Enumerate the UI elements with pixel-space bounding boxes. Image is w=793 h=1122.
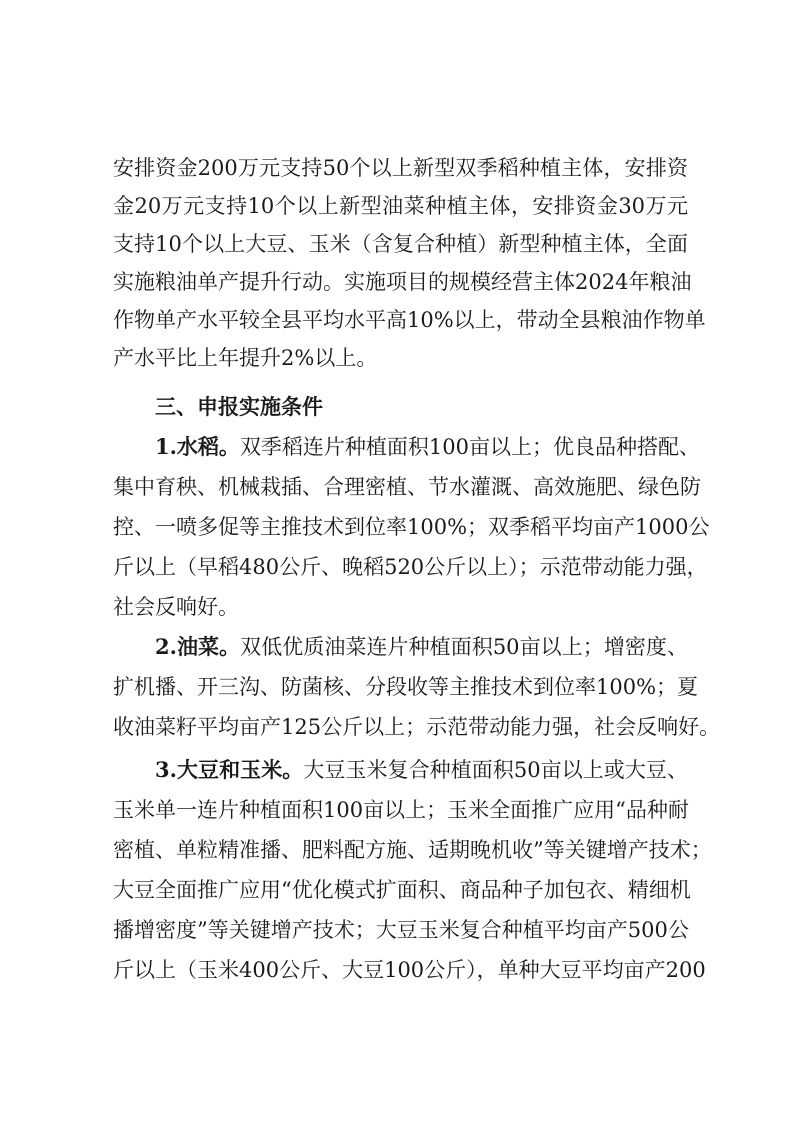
- intro-line: 实施粮油单产提升行动。实施项目的规模经营主体2024年粮油: [113, 270, 692, 294]
- soy-corn-label: 3.大豆和玉米。: [155, 757, 304, 782]
- rapeseed-label: 2.油菜。: [155, 634, 241, 659]
- soy-corn-line: 密植、单粒精准播、肥料配方施、适期晚机收”等关键增产技术；: [113, 838, 712, 862]
- rice-line: 控、一喷多促等主推技术到位率100%；双季稻平均亩产1000公: [113, 515, 710, 539]
- rice-label: 1.水稻。: [155, 434, 240, 459]
- soy-corn-line: 斤以上（玉米400公斤、大豆100公斤），单种大豆平均亩产200: [113, 958, 706, 982]
- rice-line: 斤以上（早稻480公斤、晚稻520公斤以上）；示范带动能力强，: [113, 555, 708, 579]
- soy-corn-line: 播增密度”等关键增产技术；大豆玉米复合种植平均亩产500公: [113, 918, 689, 942]
- intro-line: 支持10个以上大豆、玉米（含复合种植）新型种植主体，全面: [113, 232, 688, 256]
- section-heading: 三、申报实施条件: [155, 395, 323, 419]
- intro-line: 金20万元支持10个以上新型油菜种植主体，安排资金30万元: [113, 194, 688, 218]
- soy-corn-line: 大豆玉米复合种植面积50亩以上或大豆、: [303, 758, 688, 782]
- intro-line: 安排资金200万元支持50个以上新型双季稻种植主体，安排资: [113, 156, 688, 180]
- rapeseed-line: 双低优质油菜连片种植面积50亩以上；增密度、: [240, 635, 688, 659]
- soy-corn-line: 玉米单一连片种植面积100亩以上；玉米全面推广应用“品种耐: [113, 798, 689, 822]
- rapeseed-line: 扩机播、开三沟、防菌核、分段收等主推技术到位率100%；夏: [113, 675, 699, 699]
- rice-line: 集中育秧、机械栽插、合理密植、节水灌溉、高效施肥、绿色防: [113, 475, 701, 499]
- intro-line: 产水平比上年提升2%以上。: [113, 346, 378, 370]
- intro-line: 作物单产水平较全县平均水平高10%以上，带动全县粮油作物单: [113, 308, 706, 332]
- soy-corn-first-line: [155, 756, 688, 784]
- rice-line: 社会反响好。: [113, 595, 239, 619]
- rapeseed-first-line: [155, 633, 688, 661]
- rice-line: 双季稻连片种植面积100亩以上；优良品种搭配、: [239, 435, 701, 459]
- rice-first-line: [155, 433, 701, 461]
- soy-corn-line: 大豆全面推广应用“优化模式扩面积、商品种子加包衣、精细机: [113, 878, 691, 902]
- rapeseed-line: 收油菜籽平均亩产125公斤以上；示范带动能力强，社会反响好。: [113, 715, 721, 739]
